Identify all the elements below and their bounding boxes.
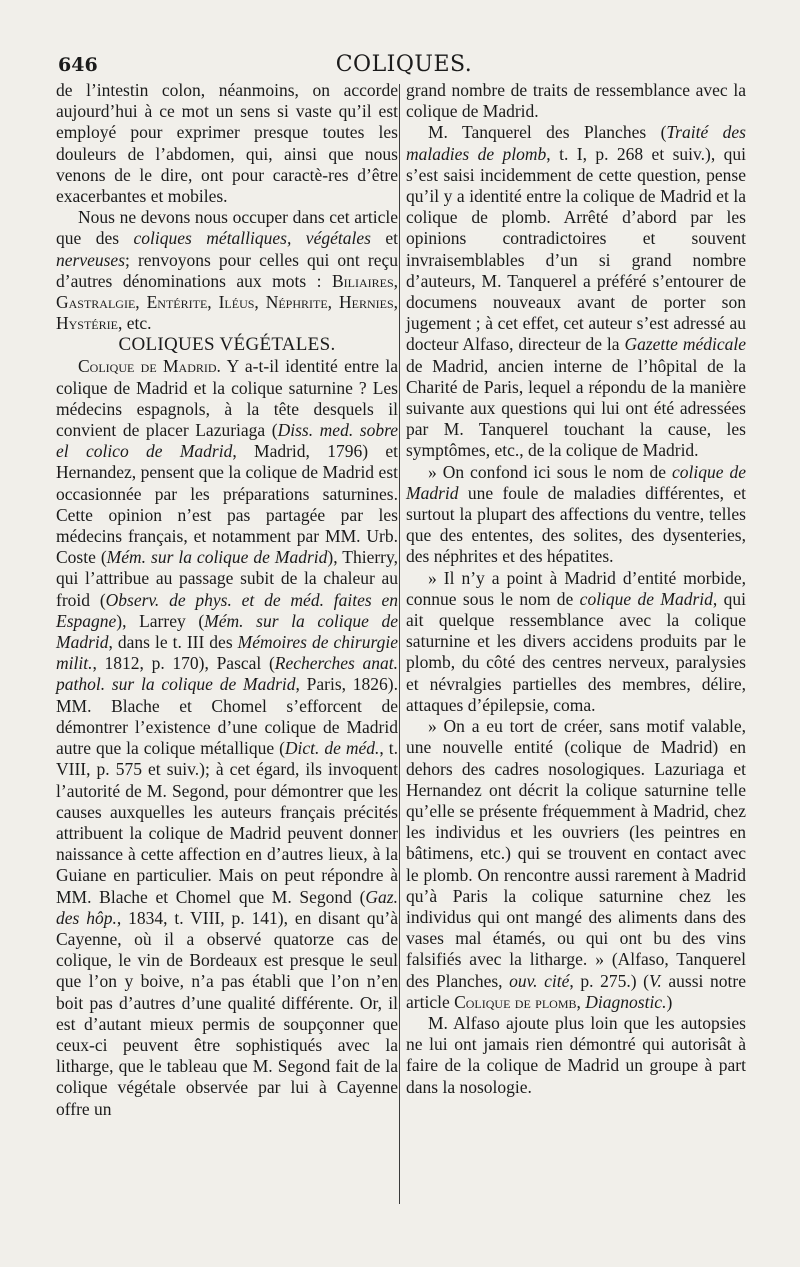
paragraph: Colique de Madrid. Y a-t-il identité entre la colique de Madrid et la colique saturnine ? Les médecins espagnols, à la tête desquels il convient de placer Lazuriaga (Diss. med. sobre el colico de Madrid, Madrid, 1796) et Hernandez, pensent que la colique de Madrid est occasionnée par les préparations saturnines. Cette opinion n’est pas partagée par les médecins français, et notamment par MM. Urb. Coste (Mém. sur la colique de Madrid), Thierry, qui l’attribue au passage subit de la chaleur au froid (Observ. de phys. et de méd. faites en Espagne), Larrey (Mém. sur la colique de Madrid, dans le t. III des Mémoires de chirurgie milit., 1812, p. 170), Pascal (Recherches anat. pathol. sur la colique de Madrid, Paris, 1826). MM. Blache et Chomel s’efforcent de démontrer l’existence d’une colique de Madrid autre que la colique métallique (Dict. de méd., t. VIII, p. 575 et suiv.); à cet égard, ils invoquent l’autorité de M. Segond, pour démontrer que les causes auxquelles les auteurs français précités attribuent la colique de Madrid peuvent donner naissance à cette affection en d’autres lieux, à la Guiane en particulier. Mais on peut répondre à MM. Blache et Chomel que M. Segond (Gaz. des hôp., 1834, t. VIII, p. 141), en disant qu’à Cayenne, où il a observé quatorze cas de colique, le vin de Bordeaux est presque le seul que l’on y boive, n’a pas établi que l’on n’en boit pas d’autres d’une qualité différente. Or, il est d’autant mieux permis de soupçonner que ceux-ci peuvent être sophistiqués avec la litharge, que le tableau que M. Segond fait de la colique végétale observée par lui à Cayenne offre un — [56, 356, 399, 1119]
paragraph-lead: Colique de Madrid. — [78, 356, 221, 377]
right-column — [406, 80, 746, 1098]
paragraph: M. Tanquerel des Planches (Traité des maladies de plomb, t. I, p. 268 et suiv.), qui s’est saisi incidemment de cette question, pense qu’il y a identité entre la colique de Madrid et la colique de plomb. Arrêté d’abord par les opinions contradictoires et souvent invraisemblables d’un si grand nombre d’auteurs, M. Tanquerel a préféré s’entourer de documens nouveaux avant de porter son jugement ; à cet effet, cet auteur s’est adressé au docteur Alfaso, directeur de la Gazette médicale de Madrid, ancien interne de l’hôpital de la Charité de Paris, lequel a répondu de la manière suivante aux questions qui lui ont été adressées par M. Tanquerel touchant la cause, les symptômes, etc., de la colique de Madrid. — [406, 122, 746, 461]
paragraph: » On confond ici sous le nom de colique de Madrid une foule de maladies différentes, et surtout la plupart des affections du ventre, telles que des ententes, des solites, des dysenteries, des néphrites et des hépatites. — [406, 461, 746, 567]
running-title: COLIQUES. — [335, 52, 473, 77]
paragraph: grand nombre de traits de ressemblance avec la colique de Madrid. — [406, 80, 746, 122]
left-column — [56, 80, 398, 1120]
paragraph: M. Alfaso ajoute plus loin que les autopsies ne lui ont jamais rien démontré qui autorisât à faire de la colique de Madrid un groupe à part dans la nosologie. — [406, 1012, 746, 1097]
paragraph: » On a eu tort de créer, sans motif valable, une nouvelle entité (colique de Madrid) en dehors des cadres nosologiques. Lazuriaga et Hernandez ont décrit la colique saturnine telle qu’elle se présente fréquemment à Madrid, chez les individus et les ouvriers (les peintres en bâtimens, etc.) qui se trouvent en contact avec le plomb. On rencontre aussi rarement à Madrid qu’à Paris la colique saturnine chez les individus qui ont mangé des aliments dans des vases mal étamés, ou qui ont bu des vins falsifiés avec la litharge. » (Alfaso, Tanquerel des Planches, ouv. cité, p. 275.) (V. aussi notre article Colique de plomb, Diagnostic.) — [406, 716, 746, 1012]
column-divider — [399, 84, 400, 1204]
paragraph: de l’intestin colon, néanmoins, on accorde aujourd’hui à ce mot un sens si vaste qu’il est employé pour exprimer presque toutes les douleurs de l’abdomen, qui, ainsi que nous venons de le dire, ont pour caractè-res d’être exacerbantes et mobiles. — [56, 80, 398, 207]
paragraph: Nous ne devons nous occuper dans cet article que des coliques métalliques, végétales et nerveuses; renvoyons pour celles qui ont reçu d’autres dénominations aux mots : Biliaires, Gastralgie, Entérite, Iléus, Néphrite, Hernies, Hystérie, etc. — [56, 207, 398, 334]
page-number: 646 — [58, 54, 98, 76]
page-header — [58, 52, 750, 80]
paragraph: » Il n’y a point à Madrid d’entité morbide, connue sous le nom de colique de Madrid, qui ait quelque ressemblance avec la colique saturnine et les divers accidens produits par le plomb, du côté des centres nerveux, paralysies et névralgies partielles des membres, délire, attaques d’épilepsie, coma. — [406, 567, 746, 715]
section-heading: COLIQUES VÉGÉTALES. — [118, 334, 336, 356]
